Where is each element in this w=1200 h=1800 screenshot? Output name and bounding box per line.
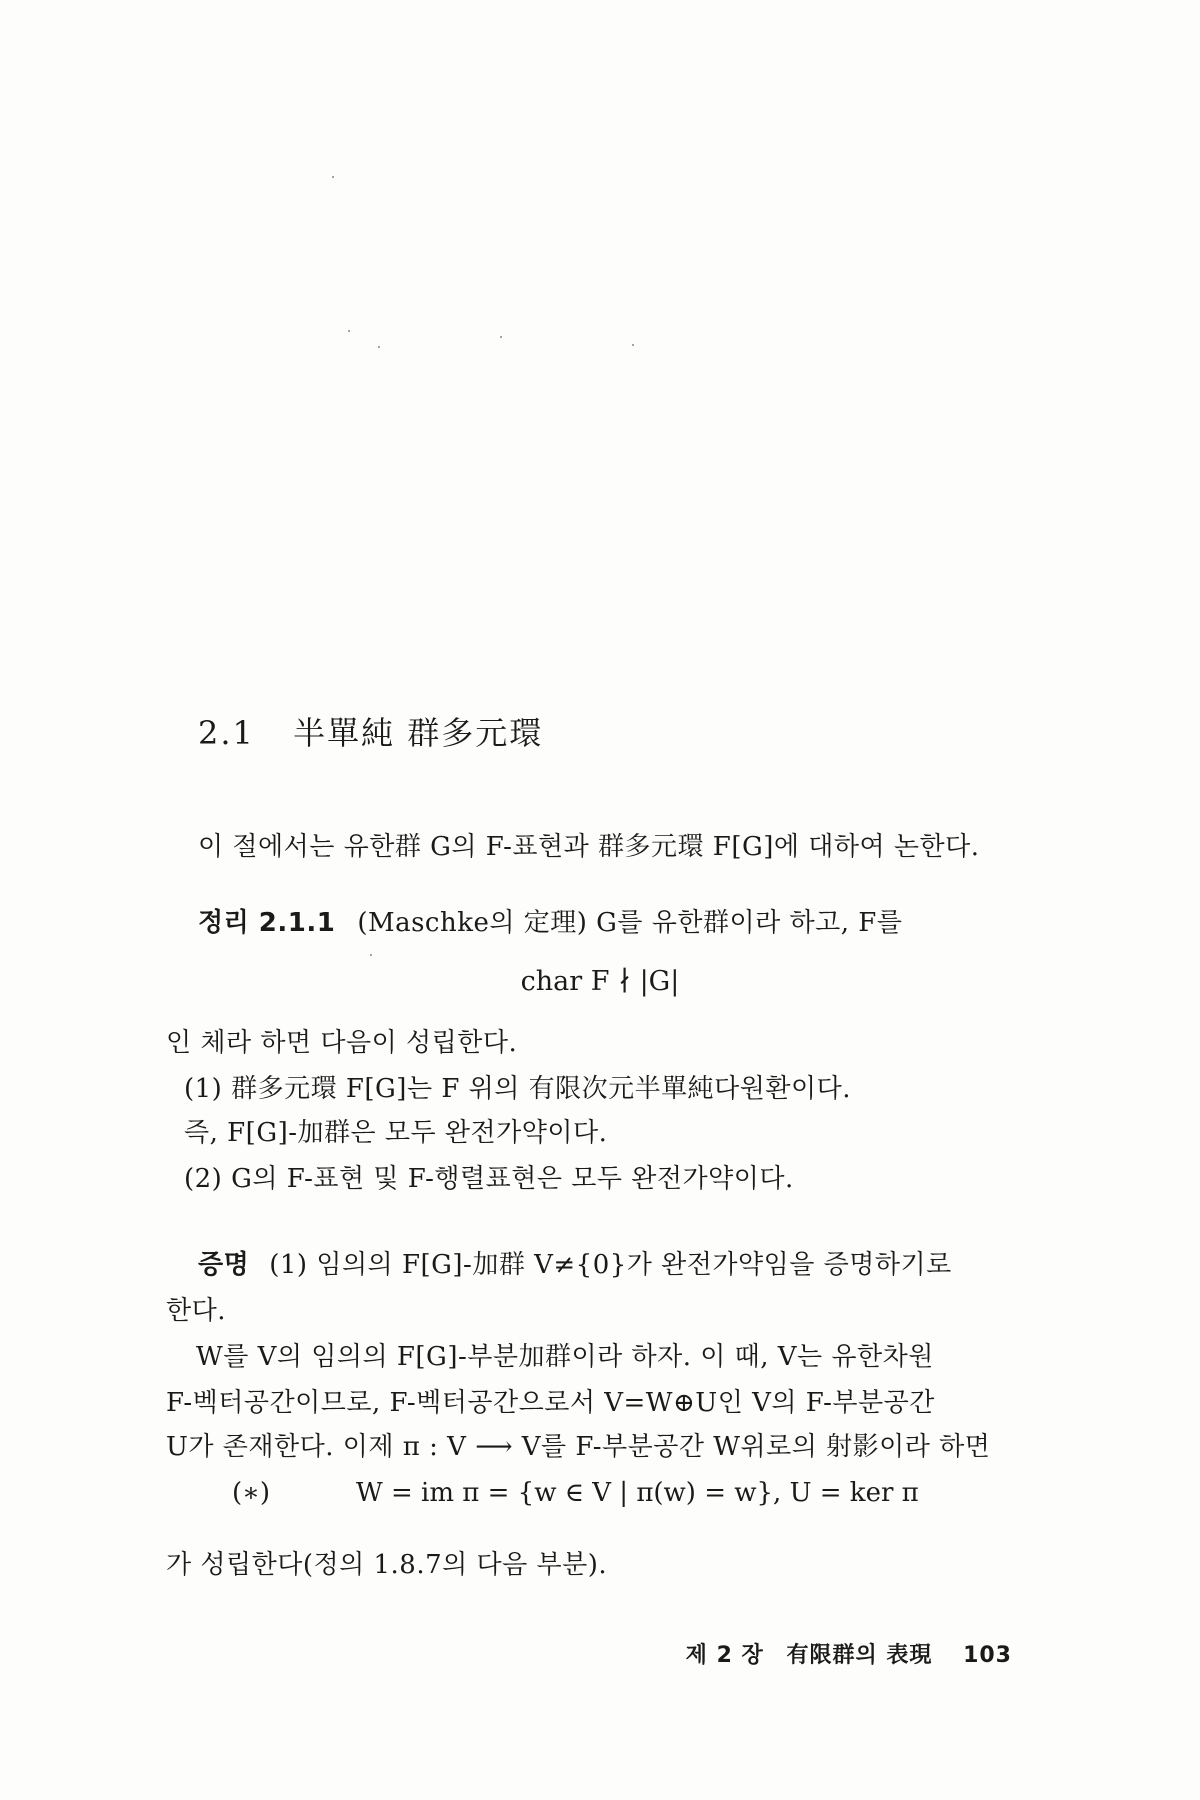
theorem-line-2: 인 체라 하면 다음이 성립한다.	[166, 1028, 518, 1058]
theorem-label: 정리 2.1.1	[198, 908, 336, 938]
equation-body: W = im π = {w ∈ V | π(w) = w}, U = ker π	[356, 1478, 919, 1508]
scan-speck	[370, 954, 372, 956]
theorem-statement: (Maschke의 定理) G를 유한群이라 하고, F를	[357, 908, 903, 938]
equation-tag: (∗)	[232, 1478, 270, 1508]
footer-chapter: 제 2 장	[685, 1643, 764, 1668]
theorem-item-2: (2) G의 F-표현 및 F-행렬표현은 모두 완전가약이다.	[184, 1164, 794, 1194]
theorem-item-1b: 즉, F[G]-加群은 모두 완전가약이다.	[184, 1118, 608, 1148]
page-footer	[686, 1638, 1012, 1669]
section-number: 2.1	[198, 714, 255, 752]
scan-speck	[632, 344, 634, 346]
footer-title: 有限群의 表現	[786, 1643, 933, 1668]
proof-line-4: F-벡터공간이므로, F-벡터공간으로서 V=W⊕U인 V의 F-부분공간	[166, 1388, 935, 1418]
proof-label: 증명	[198, 1250, 250, 1280]
scan-speck	[378, 346, 380, 348]
proof-line-5: U가 존재한다. 이제 π : V ⟶ V를 F-부분공간 W위로의 射影이라 하면	[166, 1432, 991, 1462]
section-title: 半單純 群多元環	[293, 714, 544, 752]
theorem-line-1	[198, 906, 902, 940]
proof-line-2: 한다.	[166, 1296, 226, 1326]
proof-line-1	[198, 1248, 952, 1282]
scan-speck	[500, 336, 502, 338]
theorem-item-1: (1) 群多元環 F[G]는 F 위의 有限次元半單純다원환이다.	[184, 1074, 851, 1104]
scan-speck	[332, 176, 334, 178]
section-heading	[198, 708, 543, 754]
theorem-formula: char F ∤ |G|	[520, 966, 680, 997]
proof-line-6: 가 성립한다(정의 1.8.7의 다음 부분).	[166, 1550, 608, 1580]
page-number: 103	[963, 1643, 1012, 1668]
intro-paragraph: 이 절에서는 유한群 G의 F-표현과 群多元環 F[G]에 대하여 논한다.	[198, 832, 980, 862]
scan-speck	[348, 330, 350, 332]
proof-line-3: W를 V의 임의의 F[G]-부분加群이라 하자. 이 때, V는 유한차원	[196, 1342, 934, 1372]
proof-text-1: (1) 임의의 F[G]-加群 V≠{0}가 완전가약임을 증명하기로	[269, 1250, 952, 1280]
